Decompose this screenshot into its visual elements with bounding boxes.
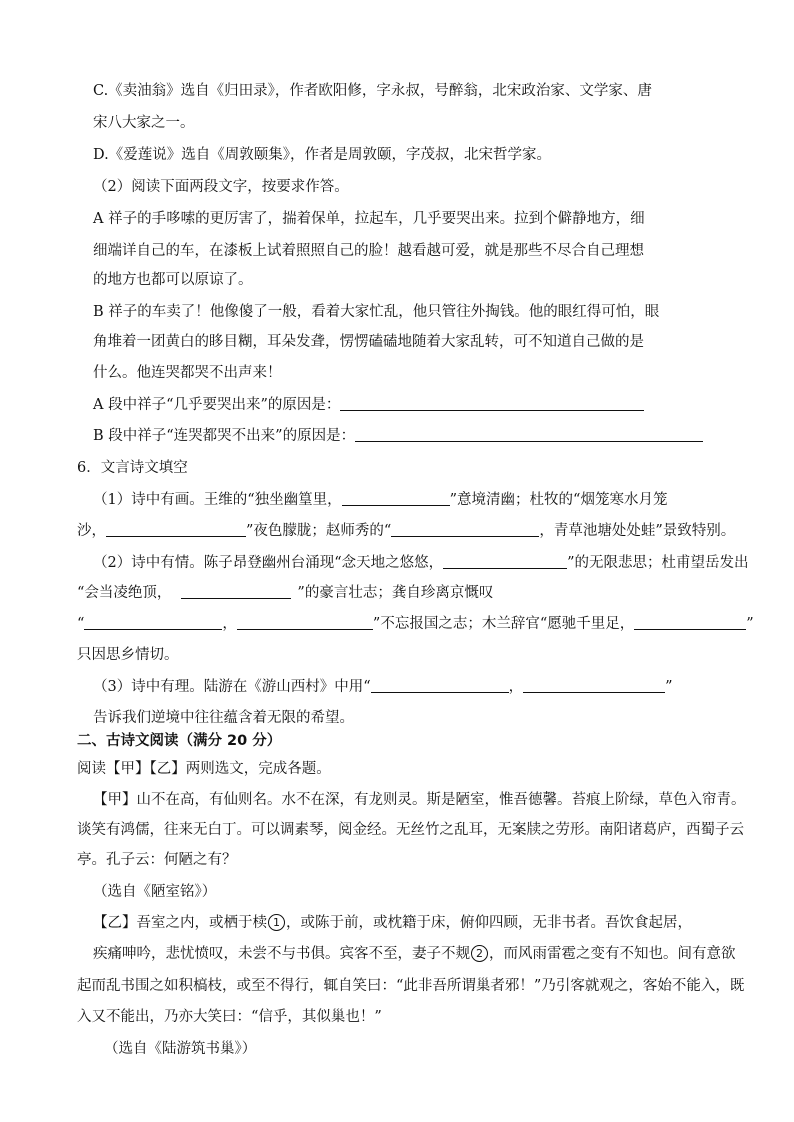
- q6-part3-line1: [93, 677, 673, 697]
- answer-blank[interactable]: [443, 554, 567, 569]
- answer-blank[interactable]: [634, 615, 746, 630]
- q6-part2-line3: [77, 614, 754, 634]
- answer-blank[interactable]: [237, 615, 373, 630]
- text: “: [77, 616, 85, 632]
- annotation-mark-2: 2: [471, 945, 488, 962]
- answer-blank[interactable]: [181, 584, 291, 599]
- answer-blank[interactable]: [523, 678, 665, 693]
- jia-source: （选自《陋室铭》）: [93, 884, 217, 900]
- text: （2）诗中有情。陈子昂登幽州台涌现“念天地之悠悠，: [93, 555, 444, 571]
- yi-line2: [93, 944, 736, 964]
- option-c-line2: 宋八大家之一。: [93, 115, 195, 131]
- answer-blank[interactable]: [106, 522, 246, 537]
- option-d: D.《爱莲说》选自《周敦颐集》，作者是周敦颐，字茂叔，北宋哲学家。: [93, 147, 551, 163]
- answer-blank-a[interactable]: [340, 396, 644, 411]
- text: 沙，: [77, 523, 106, 539]
- section2-intro: 阅读【甲】【乙】两则选文，完成各题。: [77, 761, 331, 777]
- jia-line3: 亭。孔子云：何陋之有？: [77, 852, 237, 868]
- text: ，: [508, 679, 524, 695]
- text: ，青草池塘处处蛙”景致特别。: [539, 523, 736, 539]
- text: ”的豪言壮志；龚自珍离京慨叹: [297, 585, 494, 601]
- answer-blank[interactable]: [391, 522, 539, 537]
- text: ，或陈于前，或枕籍于床，俯仰四顾，无非书者。吾饮食起居，: [286, 915, 692, 931]
- text: （3）诗中有理。陆游在《游山西村》中用“: [93, 679, 371, 695]
- question-b: [93, 426, 703, 446]
- text: ”的无限悲思；杜甫望岳发出: [567, 555, 749, 571]
- answer-blank[interactable]: [342, 491, 450, 506]
- answer-blank[interactable]: [84, 615, 222, 630]
- text: ”: [746, 616, 754, 632]
- q6-part1-line1: [93, 490, 667, 510]
- question-a-text: A 段中祥子“几乎要哭出来”的原因是：: [93, 397, 341, 413]
- passage-a-line2: 细端详自己的车，在漆板上试着照照自己的脸！越看越可爱，就是那些不尽合自己理想: [93, 243, 644, 259]
- q6-part2-line1: [93, 553, 749, 573]
- passage-a-line1: A 祥子的手哆嗦的更厉害了，揣着保单，拉起车，几乎要哭出来。拉到个僻静地方，细: [93, 211, 645, 227]
- question-b-text: B 段中祥子“连哭都哭不出来”的原因是：: [93, 428, 356, 444]
- q6-title: 6．文言诗文填空: [77, 460, 188, 476]
- answer-blank-b[interactable]: [355, 427, 703, 442]
- question-a: [93, 395, 644, 415]
- yi-line3: 起而乱书围之如积槁枝，或至不得行，辄自笑曰：“此非吾所谓巢者邪！”乃引客就观之，客始不能入，既: [77, 978, 745, 994]
- jia-line1: 【甲】山不在高，有仙则名。水不在深，有龙则灵。斯是陋室，惟吾德馨。苔痕上阶绿，草色入帘青。: [93, 792, 746, 808]
- yi-line1: [93, 913, 692, 933]
- text: 疾痛呻吟，悲忧愤叹，未尝不与书俱。宾客不至，妻子不觌: [93, 946, 470, 962]
- passage-b-line2: 角堆着一团黄白的眵目糊，耳朵发聋，愣愣磕磕地随着大家乱转，可不知道自己做的是: [93, 334, 644, 350]
- q6-part3-line2: 告诉我们逆境中往往蕴含着无限的希望。: [93, 710, 354, 726]
- text: “会当凌绝顶，: [77, 585, 172, 601]
- text: ”夜色朦胧；赵师秀的“: [246, 523, 392, 539]
- annotation-mark-1: 1: [268, 914, 285, 931]
- option-c-line1: C.《卖油翁》选自《归田录》，作者欧阳修，字永叔，号醉翁，北宋政治家、文学家、唐: [93, 83, 652, 99]
- text: ”: [665, 679, 673, 695]
- text: ，而风雨雷雹之变有不知也。间有意欲: [489, 946, 736, 962]
- yi-source: （选自《陆游筑书巢》）: [104, 1041, 257, 1057]
- passage-a-line3: 的地方也都可以原谅了。: [93, 272, 253, 288]
- text: ，: [222, 616, 237, 632]
- text: ”不忘报国之志；木兰辞官“愿驰千里足，: [372, 616, 635, 632]
- yi-line4: 入又不能出，乃亦大笑曰：“信乎，其似巢也！”: [77, 1009, 382, 1025]
- q6-part2-line2: [77, 583, 493, 603]
- text: 【乙】吾室之内，或栖于椟: [93, 915, 267, 931]
- passage-b-line3: 什么。他连哭都哭不出声来！: [93, 365, 282, 381]
- text: （1）诗中有画。王维的“独坐幽篁里，: [93, 492, 342, 508]
- passage-b-line1: B 祥子的车卖了！他像傻了一般，看着大家忙乱，他只管往外掏钱。他的眼红得可怕，眼: [93, 304, 660, 320]
- text: ”意境清幽；杜牧的“烟笼寒水月笼: [449, 492, 668, 508]
- q2-prompt: （2）阅读下面两段文字，按要求作答。: [93, 179, 349, 195]
- q6-part1-line2: [77, 521, 735, 541]
- jia-line2: 谈笑有鸿儒，往来无白丁。可以调素琴，阅金经。无丝竹之乱耳，无案牍之劳形。南阳诸葛庐，西蜀子云: [77, 822, 744, 838]
- answer-blank[interactable]: [371, 678, 509, 693]
- q6-part2-line4: 只因思乡情切。: [77, 647, 179, 663]
- section2-heading: 二、古诗文阅读（满分 20 分）: [77, 733, 282, 749]
